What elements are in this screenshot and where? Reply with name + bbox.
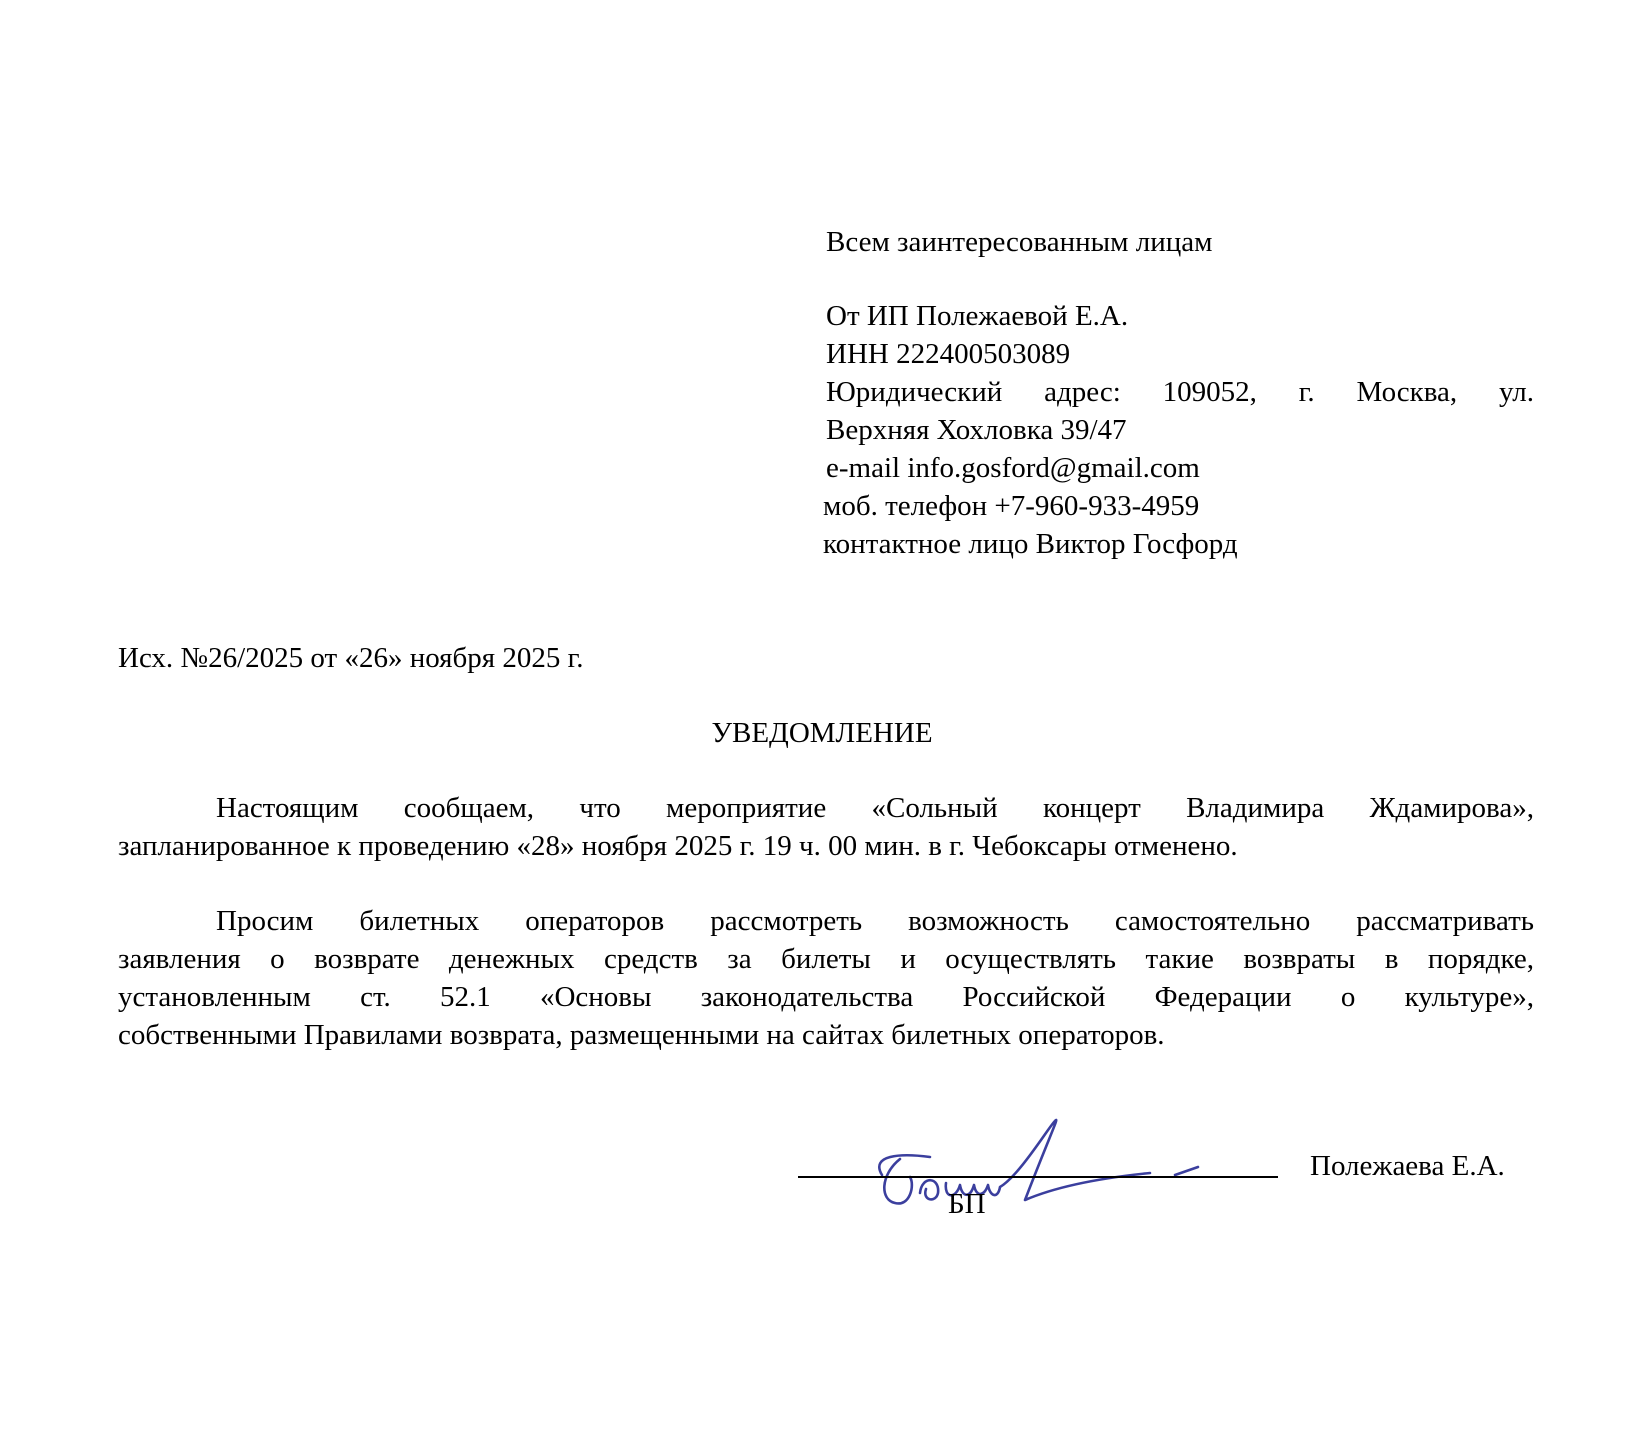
- paragraph2-line1: Просим билетных операторов рассмотреть возможность самостоятельно рассматривать: [216, 905, 1534, 937]
- addressee: Всем заинтересованным лицам: [826, 226, 1213, 258]
- sender-inn: ИНН 222400503089: [826, 338, 1071, 370]
- handwritten-signature: [860, 1115, 1220, 1215]
- document-title: УВЕДОМЛЕНИЕ: [711, 717, 933, 749]
- stamp-note: БП: [948, 1188, 986, 1220]
- signature-line: [798, 1176, 1278, 1178]
- sender-contact: контактное лицо Виктор Госфорд: [823, 528, 1238, 560]
- sender-email: e-mail info.gosford@gmail.com: [826, 452, 1200, 484]
- signatory-name: Полежаева Е.А.: [1310, 1150, 1505, 1182]
- paragraph2-line4: собственными Правилами возврата, размещенными на сайтах билетных операторов.: [118, 1019, 1165, 1051]
- sender-legal-address-line1: Юридический адрес: 109052, г. Москва, ул.: [826, 376, 1534, 408]
- paragraph1-line2: запланированное к проведению «28» ноября 2025 г. 19 ч. 00 мин. в г. Чебоксары отменено.: [118, 830, 1238, 862]
- sender-phone: моб. телефон +7-960-933-4959: [823, 490, 1200, 522]
- outgoing-reference: Исх. №26/2025 от «26» ноября 2025 г.: [118, 642, 584, 674]
- paragraph2-line3: установленным ст. 52.1 «Основы законодательства Российской Федерации о культуре»,: [118, 981, 1534, 1013]
- paragraph1-line1: Настоящим сообщаем, что мероприятие «Сольный концерт Владимира Ждамирова»,: [216, 792, 1534, 824]
- sender-legal-address-line2: Верхняя Хохловка 39/47: [826, 414, 1127, 446]
- sender-from: От ИП Полежаевой Е.А.: [826, 300, 1129, 332]
- paragraph2-line2: заявления о возврате денежных средств за билеты и осуществлять такие возвраты в порядке,: [118, 943, 1534, 975]
